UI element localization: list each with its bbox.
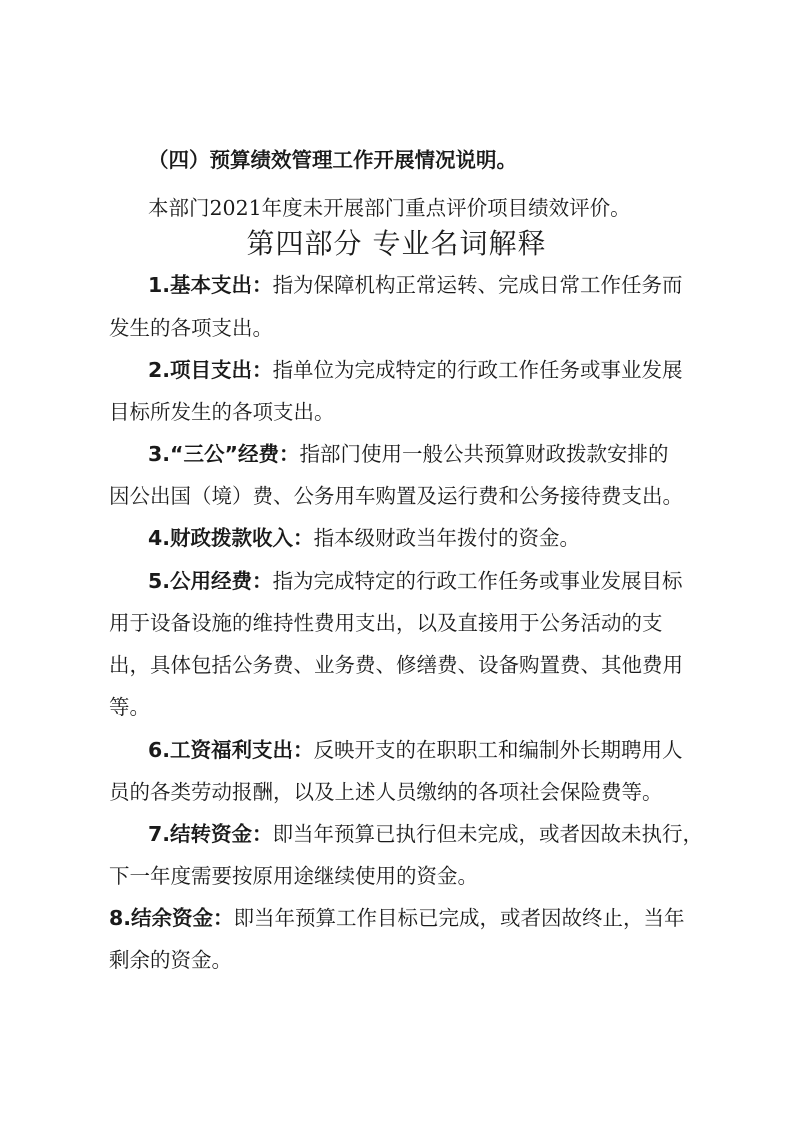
term-text: 指单位为完成特定的行政工作任务或事业发展 xyxy=(272,358,683,382)
term-entry-3 xyxy=(148,440,669,468)
term-text: 指为保障机构正常运转、完成日常工作任务而 xyxy=(272,273,683,297)
term-entry-4 xyxy=(148,524,580,552)
term-label: 7.结转资金： xyxy=(148,822,273,846)
section-heading: （四）预算绩效管理工作开展情况说明。 xyxy=(148,148,517,172)
term-entry-7 xyxy=(148,820,703,848)
term-entry-2 xyxy=(148,356,683,384)
term-text: 指为完成特定的行政工作任务或事业发展目标 xyxy=(272,569,683,593)
term-entry-1 xyxy=(148,271,683,299)
term-entry-6 xyxy=(148,736,683,764)
section-body: 本部门2021年度未开展部门重点评价项目绩效评价。 xyxy=(148,196,631,220)
part-title: 第四部分 专业名词解释 xyxy=(246,227,547,260)
term-label: 5.公用经费： xyxy=(148,569,273,593)
term-text: 指本级财政当年拨付的资金。 xyxy=(313,526,581,550)
term-text: 即当年预算工作目标已完成，或者因故终止，当年 xyxy=(233,906,685,930)
term-label: 6.工资福利支出： xyxy=(148,738,314,762)
term-continuation: 出，具体包括公务费、业务费、修缮费、设备购置费、其他费用 xyxy=(109,653,683,677)
term-text: 指部门使用一般公共预算财政拨款安排的 xyxy=(299,442,669,466)
term-continuation: 等。 xyxy=(109,695,150,719)
term-continuation: 下一年度需要按原用途继续使用的资金。 xyxy=(109,864,478,888)
term-label: 1.基本支出： xyxy=(148,273,273,297)
term-entry-5 xyxy=(148,567,683,595)
term-text: 即当年预算已执行但未完成，或者因故未执行， xyxy=(272,822,704,846)
term-continuation: 剩余的资金。 xyxy=(109,948,232,972)
term-continuation: 发生的各项支出。 xyxy=(109,316,273,340)
term-label: 4.财政拨款收入： xyxy=(148,526,314,550)
term-continuation: 用于设备设施的维持性费用支出，以及直接用于公务活动的支 xyxy=(109,611,663,635)
term-continuation: 因公出国（境）费、公务用车购置及运行费和公务接待费支出。 xyxy=(109,484,683,508)
term-text: 反映开支的在职职工和编制外长期聘用人 xyxy=(313,738,683,762)
term-label: 2.项目支出： xyxy=(148,358,273,382)
term-continuation: 员的各类劳动报酬，以及上述人员缴纳的各项社会保险费等。 xyxy=(109,780,663,804)
term-label: 3.“三公”经费： xyxy=(148,442,300,466)
term-continuation: 目标所发生的各项支出。 xyxy=(109,400,335,424)
term-entry-8 xyxy=(109,904,685,932)
term-label: 8.结余资金： xyxy=(109,906,234,930)
